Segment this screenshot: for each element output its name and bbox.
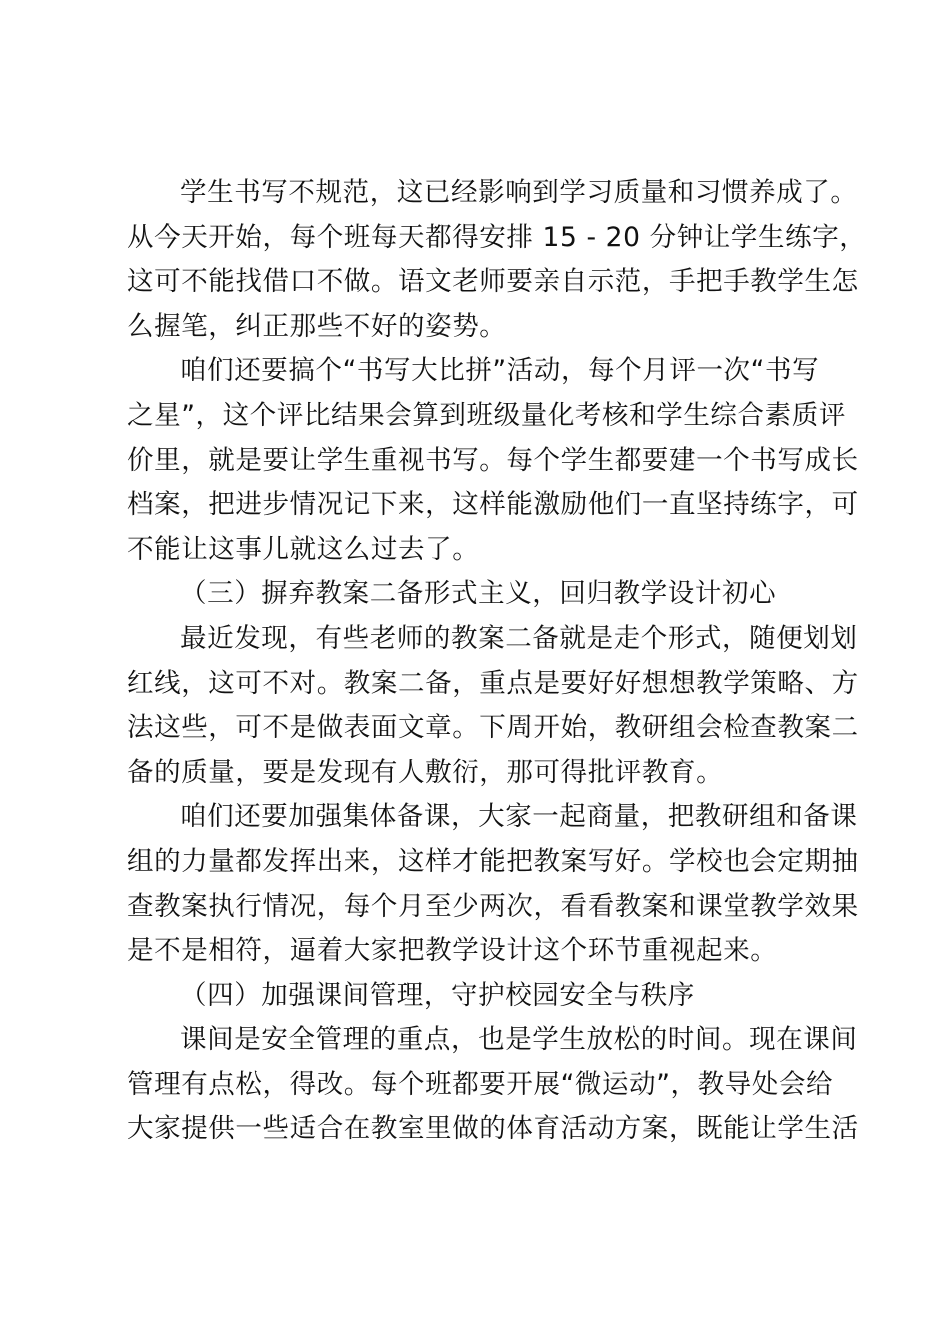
- text-line: 组的力量都发挥出来，这样才能把教案写好。学校也会定期抽: [127, 845, 859, 877]
- text-line: 大家提供一些适合在教室里做的体育活动方案，既能让学生活: [127, 1113, 859, 1145]
- text-line: 红线，这可不对。教案二备，重点是要好好想想教学策略、方: [127, 667, 859, 699]
- section-heading-3: [127, 572, 847, 617]
- paragraph-collective-lesson-prep: [127, 795, 859, 973]
- text-line: 查教案执行情况，每个月至少两次，看看教案和课堂教学效果: [127, 890, 859, 922]
- paragraph-break-management: [127, 1018, 859, 1152]
- paragraph-lesson-plan-formalism: [127, 617, 859, 795]
- text-line: 咱们还要搞个“书写大比拼”活动，每个月评一次“书写: [180, 355, 820, 387]
- document-body: [127, 171, 867, 1152]
- text-line: 之星”，这个评比结果会算到班级量化考核和学生综合素质评: [127, 399, 846, 431]
- text-line: 法这些，可不是做表面文章。下周开始，教研组会检查教案二: [127, 712, 859, 744]
- text-line: 这可不能找借口不做。语文老师要亲自示范，手把手教学生怎: [127, 266, 859, 298]
- text-line: 么握笔，纠正那些不好的姿势。: [127, 310, 507, 342]
- paragraph-writing-standards: [127, 171, 867, 349]
- text-line: 价里，就是要让学生重视书写。每个学生都要建一个书写成长: [127, 444, 859, 476]
- text-line: 不能让这事儿就这么过去了。: [127, 533, 480, 565]
- text-line: 档案，把进步情况记下来，这样能激励他们一直坚持练字，可: [127, 489, 859, 521]
- text-line: 备的质量，要是发现有人敷衍，那可得批评教育。: [127, 756, 724, 788]
- paragraph-writing-contest: [127, 349, 859, 572]
- section-heading-4: [127, 974, 847, 1019]
- text-line: 从今天开始，每个班每天都得安排 15 - 20 分钟让学生练字，: [127, 221, 867, 253]
- section-heading: （三）摒弃教案二备形式主义，回归教学设计初心: [180, 578, 777, 610]
- section-heading: （四）加强课间管理，守护校园安全与秩序: [180, 979, 695, 1011]
- text-line: 管理有点松，得改。每个班都要开展“微运动”，教导处会给: [127, 1068, 834, 1100]
- text-line: 是不是相符，逼着大家把教学设计这个环节重视起来。: [127, 935, 778, 967]
- text-line: 学生书写不规范，这已经影响到学习质量和习惯养成了。: [180, 177, 858, 208]
- text-line: 最近发现，有些老师的教案二备就是走个形式，随便划划: [180, 622, 858, 654]
- text-line: 咱们还要加强集体备课，大家一起商量，把教研组和备课: [180, 801, 858, 833]
- text-line: 课间是安全管理的重点，也是学生放松的时间。现在课间: [180, 1024, 858, 1056]
